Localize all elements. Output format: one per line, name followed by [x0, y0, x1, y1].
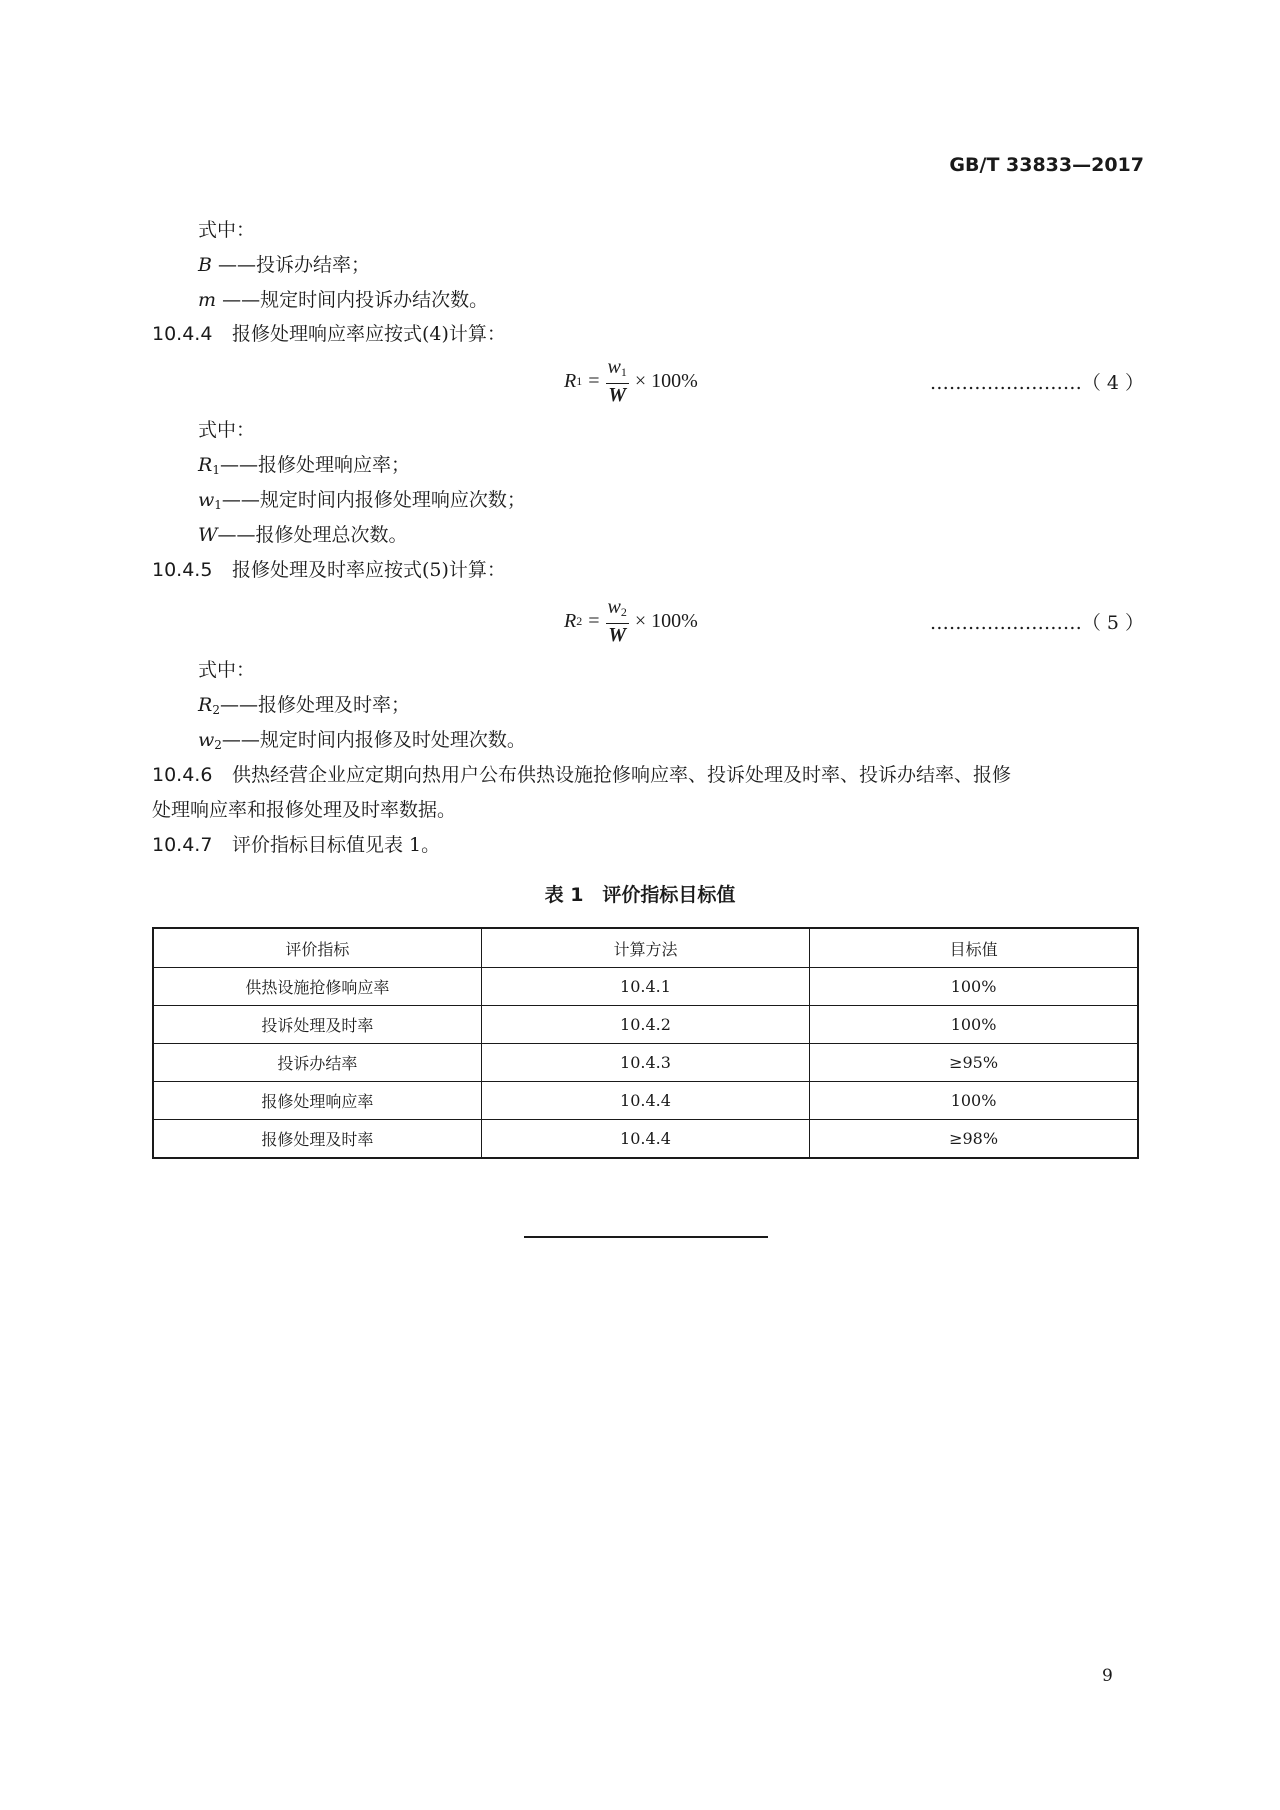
formula-numerator-subscript: 1 [620, 365, 627, 379]
symbol-description: ——投诉办结率； [218, 254, 371, 276]
symbol: w [198, 729, 215, 751]
symbol-definition [198, 452, 410, 483]
formula-4 [564, 356, 698, 406]
formula-5 [564, 596, 698, 646]
column-header: 计算方法 [481, 928, 809, 968]
symbol-description: ——规定时间内报修及时处理次数。 [221, 729, 526, 751]
symbol-subscript: 2 [212, 703, 220, 717]
symbol-description: ——报修处理响应率； [219, 454, 410, 476]
table-row [153, 1044, 1138, 1082]
table-row [153, 1120, 1138, 1159]
symbol: R [198, 694, 213, 716]
table-cell: 100% [810, 1082, 1138, 1120]
formula-equals: = [588, 609, 600, 632]
formula-lhs-subscript: 1 [576, 373, 583, 388]
symbol-definition [198, 692, 410, 723]
clause-number: 10.4.6 [152, 764, 213, 786]
formula-numerator: w [607, 356, 621, 378]
where-label: 式中： [198, 659, 256, 681]
clause-text: 报修处理及时率应按式(5)计算： [232, 559, 506, 581]
clause-number: 10.4.4 [152, 323, 213, 345]
table-cell: 10.4.3 [481, 1044, 809, 1082]
clause-10-4-4 [152, 321, 506, 347]
symbol-description: ——报修处理总次数。 [217, 524, 408, 546]
table-row [153, 1082, 1138, 1120]
where-label: 式中： [198, 419, 256, 441]
formula-fraction [606, 356, 629, 406]
symbol-description: ——规定时间内投诉办结次数。 [222, 289, 489, 311]
formula-fraction [606, 596, 629, 646]
table-cell: 投诉处理及时率 [153, 1006, 481, 1044]
table-header-row [153, 928, 1138, 968]
symbol-definition [198, 252, 370, 278]
symbol: m [198, 289, 217, 311]
symbol-subscript: 1 [212, 463, 220, 477]
table-cell: 10.4.4 [481, 1082, 809, 1120]
symbol-definition [198, 487, 526, 518]
standard-number: GB/T 33833—2017 [949, 154, 1144, 176]
symbol: w [198, 489, 215, 511]
formula-numerator: w [607, 596, 621, 618]
table-cell: 报修处理响应率 [153, 1082, 481, 1120]
formula-multiplier: × 100% [634, 609, 698, 632]
where-label: 式中： [198, 219, 256, 241]
symbol: B [198, 254, 212, 276]
formula-denominator: W [608, 384, 627, 406]
clause-text: 报修处理响应率应按式(4)计算： [232, 323, 506, 345]
clause-10-4-7 [152, 832, 440, 858]
clause-text: 评价指标目标值见表 1。 [232, 834, 441, 856]
column-header: 目标值 [810, 928, 1138, 968]
end-rule [524, 1236, 768, 1238]
formula-numerator-subscript: 2 [620, 605, 627, 619]
symbol-subscript: 2 [214, 738, 222, 752]
clause-10-4-5 [152, 557, 506, 583]
clause-number: 10.4.7 [152, 834, 213, 856]
formula-lhs: R [564, 609, 577, 632]
symbol-definition [198, 287, 488, 313]
symbol: R [198, 454, 213, 476]
clause-number: 10.4.5 [152, 559, 213, 581]
symbol-subscript: 1 [214, 498, 222, 512]
page-number: 9 [1102, 1666, 1113, 1686]
formula-lhs: R [564, 369, 577, 392]
table-cell: 报修处理及时率 [153, 1120, 481, 1159]
table-cell: 供热设施抢修响应率 [153, 968, 481, 1006]
symbol-definition [198, 727, 526, 758]
table-cell: 10.4.2 [481, 1006, 809, 1044]
table-cell: 100% [810, 968, 1138, 1006]
symbol: W [198, 524, 218, 546]
clause-text: 供热经营企业应定期向热用户公布供热设施抢修响应率、投诉处理及时率、投诉办结率、报修 [232, 764, 1012, 786]
table-cell: 100% [810, 1006, 1138, 1044]
table-cell: ≥95% [810, 1044, 1138, 1082]
target-values-table [152, 927, 1139, 1159]
table-cell: 投诉办结率 [153, 1044, 481, 1082]
clause-10-4-6 [152, 762, 1011, 788]
formula-multiplier: × 100% [634, 369, 698, 392]
formula-reference: ……………………（ 4 ） [929, 372, 1144, 394]
symbol-description: ——规定时间内报修处理响应次数； [221, 489, 526, 511]
table-row [153, 1006, 1138, 1044]
formula-equals: = [588, 369, 600, 392]
formula-denominator: W [608, 624, 627, 646]
clause-continuation: 处理响应率和报修处理及时率数据。 [152, 799, 457, 821]
table-cell: 10.4.1 [481, 968, 809, 1006]
formula-reference: ……………………（ 5 ） [929, 612, 1144, 634]
table-caption: 表 1 评价指标目标值 [544, 884, 736, 906]
symbol-description: ——报修处理及时率； [219, 694, 410, 716]
table-cell: 10.4.4 [481, 1120, 809, 1159]
table-cell: ≥98% [810, 1120, 1138, 1159]
table-row [153, 968, 1138, 1006]
formula-lhs-subscript: 2 [576, 613, 583, 628]
column-header: 评价指标 [153, 928, 481, 968]
symbol-definition [198, 522, 408, 553]
